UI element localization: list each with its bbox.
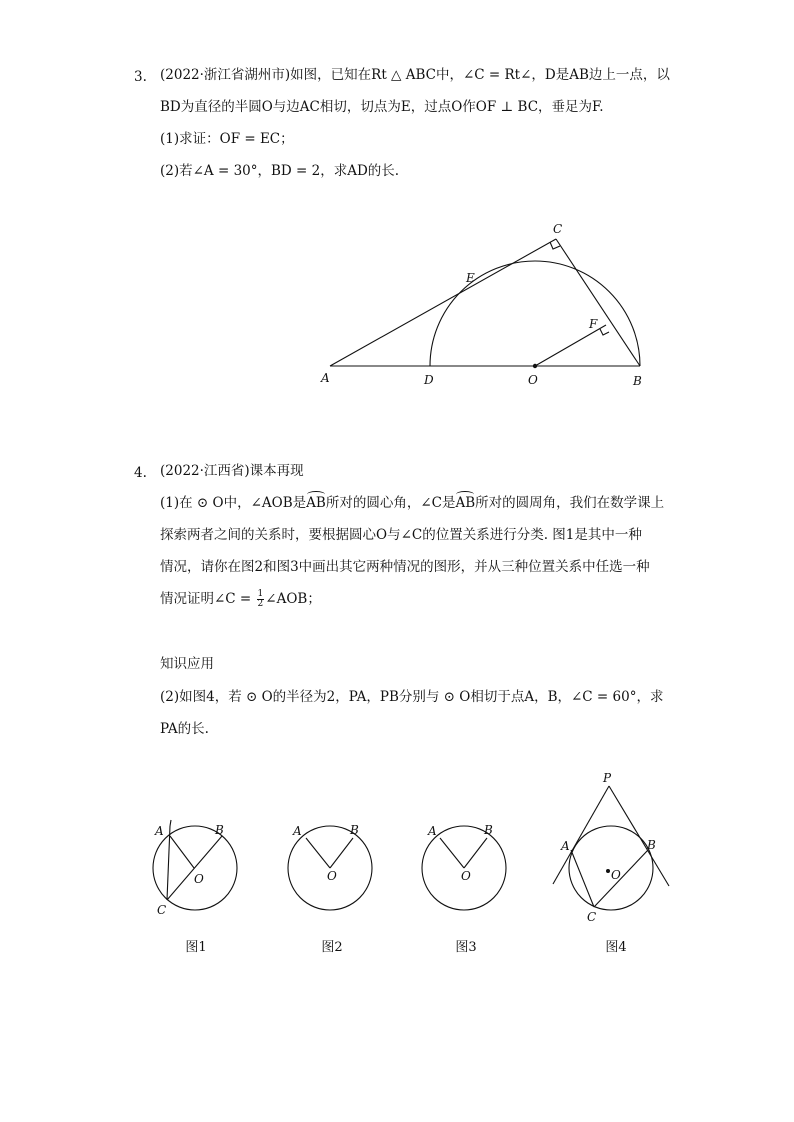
caption-fig1: 图1: [185, 940, 207, 955]
fig3-label-o: O: [461, 869, 471, 883]
arc-ab-2: AB: [455, 495, 476, 511]
q4-header: (2022·江西省)课本再现: [160, 463, 304, 479]
fig1-label-b: B: [215, 823, 224, 837]
fig3-label-a: A: [428, 824, 437, 838]
caption-fig3: 图3: [455, 940, 477, 955]
fig2-label-a: A: [293, 824, 302, 838]
q3-stem-line1: (2022·浙江省湖州市)如图，已知在Rt △ ABC中，∠C = Rt∠，D是AB边上一点，以: [160, 67, 670, 83]
label-o: O: [528, 373, 538, 387]
q4-part2-line1: (2)如图4，若 ⊙ O的半径为2，PA，PB分别与 ⊙ O相切于点A，B，∠C = 60°，求: [160, 689, 664, 705]
label-f: F: [589, 317, 598, 331]
fig4-label-p: P: [603, 771, 612, 785]
fig1-ca: [167, 826, 170, 900]
q4-p1-b: O中，∠AOB是: [212, 495, 307, 511]
fig2-ob: [330, 838, 353, 868]
fig1-ao: [170, 836, 194, 868]
q4-p1-c: 所对的圆心角，∠C是: [325, 495, 456, 511]
q4-part1-line3: 情况，请你在图2和图3中画出其它两种情况的图形，并从三种位置关系中任选一种: [160, 559, 650, 575]
q3-number: 3.: [134, 69, 147, 85]
q4-p1-line4-b: ∠AOB；: [265, 591, 321, 607]
fig2-oa: [306, 838, 330, 868]
fraction-numerator: 1: [257, 589, 264, 599]
q4-p1-line4-a: 情况证明∠C =: [160, 591, 252, 607]
label-b: B: [633, 374, 642, 388]
q4-part1-line2: 探索两者之间的关系时，要根据圆心O与∠C的位置关系进行分类. 图1是其中一种: [160, 527, 642, 543]
fig3-oa: [440, 838, 464, 868]
label-d: D: [424, 373, 434, 387]
q4-subhead: 知识应用: [160, 656, 214, 672]
q3-stem-line2: BD为直径的半圆O与边AC相切，切点为E，过点O作OF ⊥ BC，垂足为F.: [160, 99, 604, 115]
fig4-label-b: B: [647, 838, 656, 852]
q4-number: 4.: [134, 465, 147, 481]
fig1-label-o: O: [194, 872, 204, 886]
fig3-label-b: B: [484, 823, 493, 837]
fig4-label-a: A: [561, 839, 570, 853]
q3-part1: (1)求证：OF = EC；: [160, 131, 294, 147]
fig4-label-o: O: [611, 868, 621, 882]
fig1-cb: [167, 836, 222, 900]
label-a: A: [321, 371, 330, 385]
label-e: E: [466, 271, 475, 285]
caption-fig2: 图2: [321, 940, 343, 955]
fig2-label-b: B: [350, 823, 359, 837]
fig4-tangent-pa: [553, 786, 609, 884]
fig3-ob: [464, 838, 487, 868]
arc-ab-1: AB: [306, 495, 326, 511]
q4-part2-line2: PA的长.: [160, 721, 209, 737]
fig1-ext-a: [170, 820, 171, 826]
fraction-denominator: 2: [257, 599, 264, 609]
fig1-label-c: C: [157, 903, 167, 917]
fig1-label-a: A: [155, 824, 164, 838]
circle-symbol: ⊙: [196, 495, 209, 511]
q4-p1-a: (1)在: [160, 495, 193, 511]
q4-p1-d: 所对的圆周角，我们在数学课上: [475, 495, 665, 511]
caption-fig4: 图4: [605, 940, 627, 955]
fig2-label-o: O: [327, 869, 337, 883]
q3-part2: (2)若∠A = 30°，BD = 2，求AD的长.: [160, 163, 400, 179]
fig4-label-c: C: [587, 910, 597, 924]
label-c: C: [553, 222, 563, 236]
fig4-center-dot: [606, 869, 610, 873]
